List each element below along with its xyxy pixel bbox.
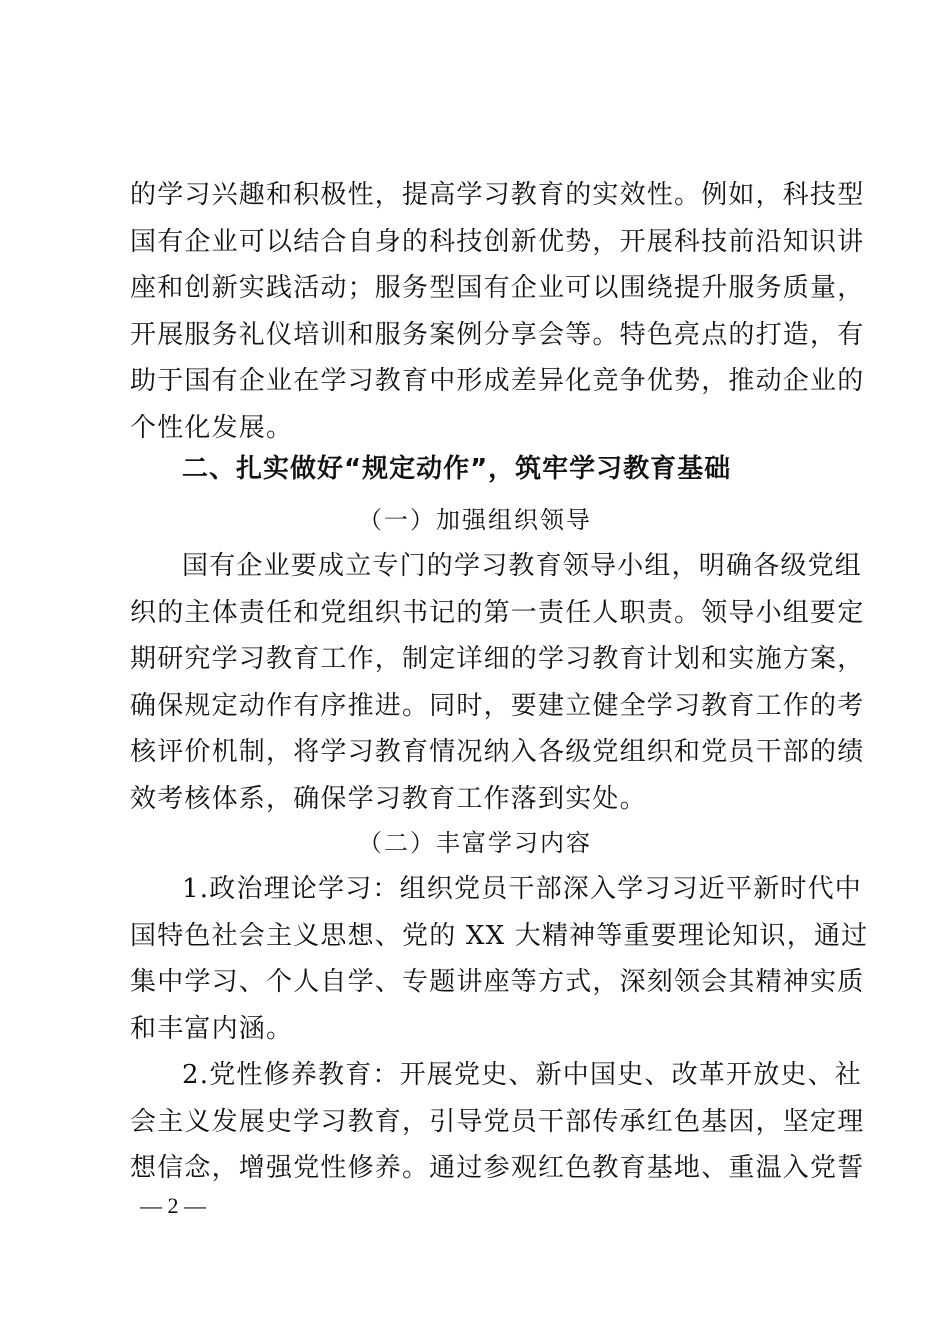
subsection-2-item-2 xyxy=(130,1052,865,1192)
text-line: 效考核体系，确保学习教育工作落到实处。 xyxy=(130,783,647,814)
subsection-2-item-1 xyxy=(130,866,869,1052)
text-line: 会主义发展史学习教育，引导党员干部传承红色基因，坚定理 xyxy=(130,1106,865,1137)
text-line: 期研究学习教育工作，制定详细的学习教育计划和实施方案， xyxy=(130,644,865,674)
text-line: 织的主体责任和党组织书记的第一责任人职责。领导小组要定 xyxy=(130,597,865,628)
intro-paragraph xyxy=(130,172,865,451)
text-line: 确保规定动作有序推进。同时，要建立健全学习教育工作的考 xyxy=(130,690,865,721)
text-line: 想信念，增强党性修养。通过参观红色教育基地、重温入党誓 xyxy=(130,1153,865,1183)
text-line: 个性化发展。 xyxy=(130,412,294,443)
text-line: 国有企业可以结合自身的科技创新优势，开展科技前沿知识讲 xyxy=(130,226,865,257)
subsection-1-paragraph xyxy=(130,543,865,822)
subsection-heading-1: （一）加强组织领导 xyxy=(358,506,592,534)
text-line: 集中学习、个人自学、专题讲座等方式，深刻领会其精神实质 xyxy=(130,967,865,997)
text-line: 国有企业要成立专门的学习教育领导小组，明确各级党组 xyxy=(182,551,863,581)
section-heading: 二、扎实做好“规定动作”，筑牢学习教育基础 xyxy=(182,454,732,484)
text-line: 2.党性修养教育：开展党史、新中国史、改革开放史、社 xyxy=(182,1060,863,1090)
text-line: 助于国有企业在学习教育中形成差异化竞争优势，推动企业的 xyxy=(130,366,865,396)
text-line: 1.政治理论学习：组织党员干部深入学习习近平新时代中 xyxy=(182,874,863,904)
text-line: 核评价机制，将学习教育情况纳入各级党组织和党员干部的绩 xyxy=(130,737,865,767)
subsection-heading-2: （二）丰富学习内容 xyxy=(358,829,592,857)
text-line: 开展服务礼仪培训和服务案例分享会等。特色亮点的打造，有 xyxy=(130,319,865,350)
text-line: 和丰富内涵。 xyxy=(130,1013,294,1044)
text-line: 的学习兴趣和积极性，提高学习教育的实效性。例如，科技型 xyxy=(130,180,865,210)
text-line: 国特色社会主义思想、党的 XX 大精神等重要理论知识，通过 xyxy=(130,920,869,951)
page-number: — 2 — xyxy=(140,1193,206,1218)
text-line: 座和创新实践活动；服务型国有企业可以围绕提升服务质量， xyxy=(130,273,865,303)
